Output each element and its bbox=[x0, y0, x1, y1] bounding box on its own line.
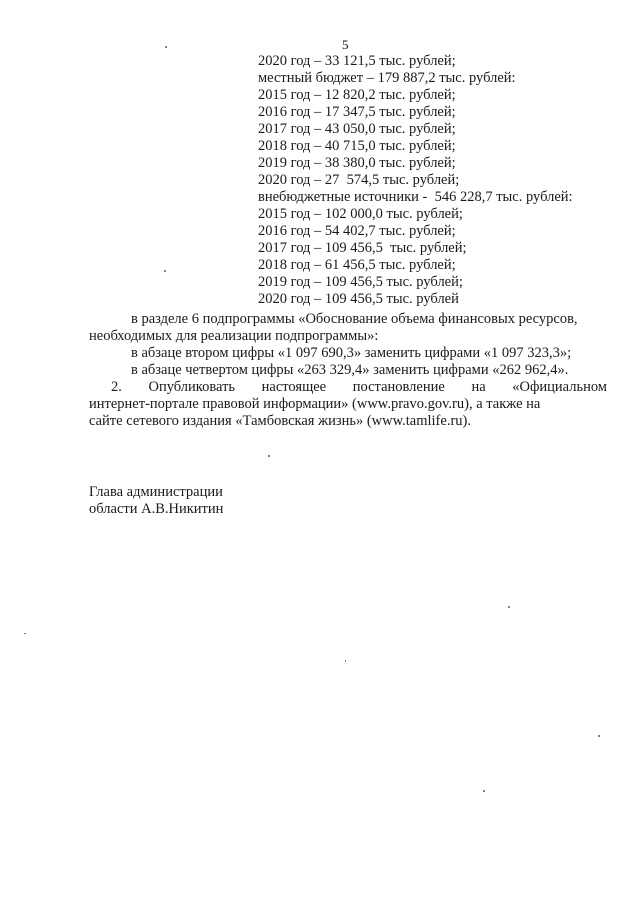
signature-name: области А.В.Никитин bbox=[89, 501, 224, 517]
funding-line: 2016 год – 17 347,5 тыс. рублей; bbox=[258, 104, 456, 120]
section6-paragraph bbox=[89, 311, 607, 345]
funding-line: 2015 год – 12 820,2 тыс. рублей; bbox=[258, 87, 456, 103]
publication-word: Опубликовать bbox=[148, 379, 236, 395]
funding-line: 2019 год – 38 380,0 тыс. рублей; bbox=[258, 155, 456, 171]
funding-line: 2018 год – 40 715,0 тыс. рублей; bbox=[258, 138, 456, 154]
funding-line: 2017 год – 43 050,0 тыс. рублей; bbox=[258, 121, 456, 137]
signature-title: Глава администрации bbox=[89, 484, 223, 500]
funding-line: 2020 год – 27 574,5 тыс. рублей; bbox=[258, 172, 460, 188]
publication-line-2: интернет-портале правовой информации» (www.pravo.gov.ru), а также на bbox=[89, 396, 541, 412]
publication-word: на bbox=[471, 379, 486, 395]
publication-paragraph bbox=[89, 379, 607, 430]
funding-list bbox=[258, 53, 573, 308]
funding-line: 2016 год – 54 402,7 тыс. рублей; bbox=[258, 223, 456, 239]
funding-line: 2020 год – 109 456,5 тыс. рублей bbox=[258, 291, 459, 307]
funding-line: 2020 год – 33 121,5 тыс. рублей; bbox=[258, 53, 456, 69]
funding-line: 2015 год – 102 000,0 тыс. рублей; bbox=[258, 206, 463, 222]
publication-first-line bbox=[89, 379, 607, 396]
page-number: 5 bbox=[342, 37, 349, 52]
funding-line: внебюджетные источники - 546 228,7 тыс. рублей: bbox=[258, 189, 573, 205]
section6-line2: необходимых для реализации подпрограммы»: bbox=[89, 328, 379, 344]
scan-speck bbox=[164, 270, 166, 272]
scan-speck bbox=[508, 606, 510, 608]
publication-number: 2. bbox=[111, 379, 122, 395]
replacement-line-1: в абзаце втором цифры «1 097 690,3» заменить цифрами «1 097 323,3»; bbox=[131, 345, 572, 361]
scan-speck bbox=[483, 790, 485, 792]
funding-line: 2019 год – 109 456,5 тыс. рублей; bbox=[258, 274, 463, 290]
section6-line1: в разделе 6 подпрограммы «Обоснование объема финансовых ресурсов, bbox=[131, 311, 578, 327]
scan-speck bbox=[268, 455, 270, 457]
publication-word: «Официальном bbox=[512, 379, 607, 395]
funding-line: 2018 год – 61 456,5 тыс. рублей; bbox=[258, 257, 456, 273]
scan-speck bbox=[24, 633, 26, 634]
publication-word: настоящее bbox=[261, 379, 327, 395]
replacement-line-2: в абзаце четвертом цифры «263 329,4» заменить цифрами «262 962,4». bbox=[131, 362, 569, 378]
publication-word: постановление bbox=[352, 379, 445, 395]
signature-block bbox=[89, 484, 223, 518]
funding-line: 2017 год – 109 456,5 тыс. рублей; bbox=[258, 240, 467, 256]
publication-line-3: сайте сетевого издания «Тамбовская жизнь» (www.tamlife.ru). bbox=[89, 413, 471, 429]
scan-speck bbox=[598, 735, 600, 737]
funding-line: местный бюджет – 179 887,2 тыс. рублей: bbox=[258, 70, 516, 86]
scan-speck bbox=[165, 46, 167, 48]
scan-speck bbox=[345, 660, 346, 662]
